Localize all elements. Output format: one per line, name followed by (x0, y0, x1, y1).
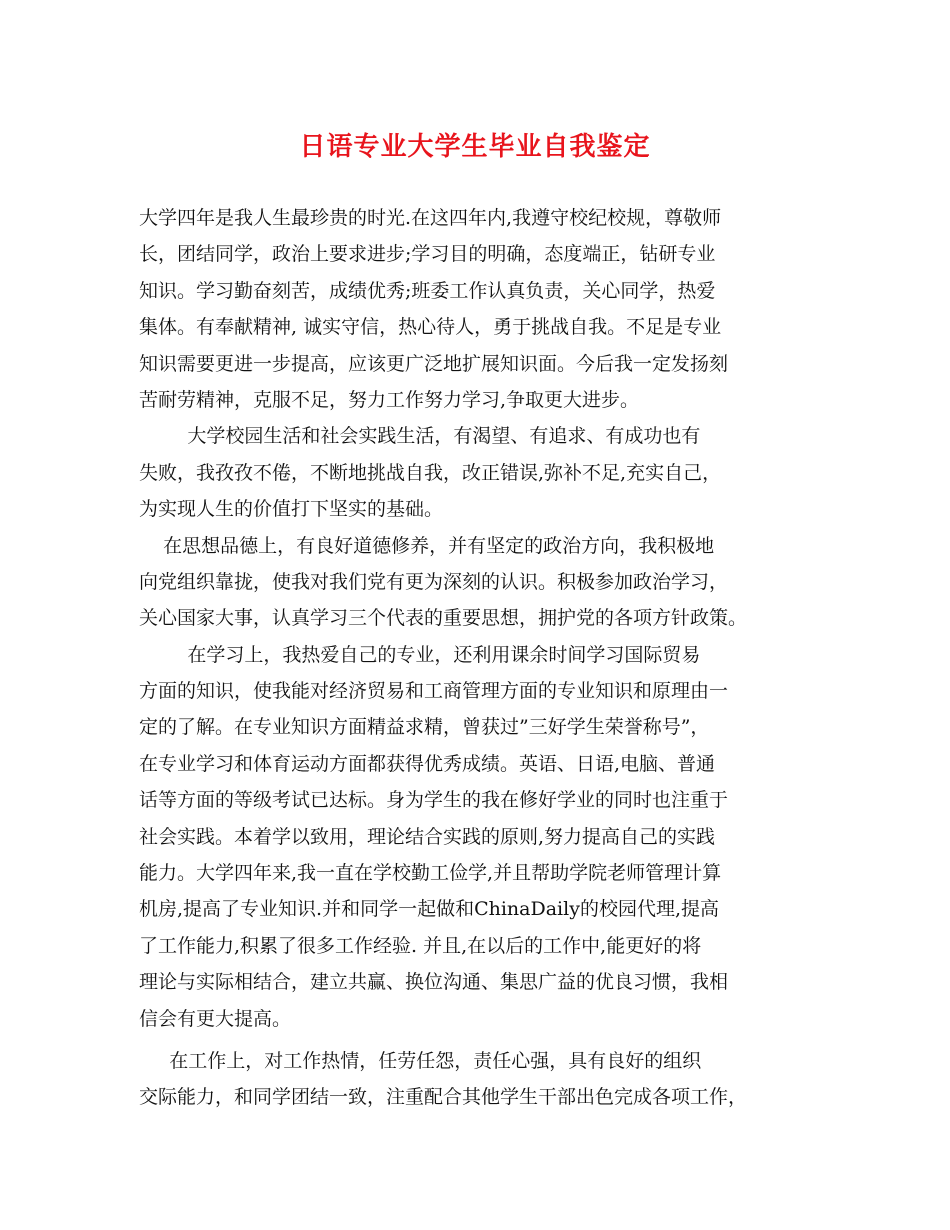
body-line: 方面的知识，使我能对经济贸易和工商管理方面的专业知识和原理由一 (139, 680, 729, 703)
body-line: 大学四年是我人生最珍贵的时光.在这四年内,我遵守校纪校规，尊敬师 (139, 207, 722, 229)
body-line: 话等方面的等级考试已达标。身为学生的我在修好学业的同时也注重于 (139, 789, 729, 812)
body-line: 理论与实际相结合，建立共赢、换位沟通、集思广益的优良习惯，我相 (139, 971, 729, 994)
body-line: 在学习上，我热爱自己的专业，还利用课余时间学习国际贸易 (139, 643, 701, 666)
body-line: 大学校园生活和社会实践生活，有渴望、有追求、有成功也有 (139, 425, 701, 448)
body-line: 在专业学习和体育运动方面都获得优秀成绩。英语、日语,电脑、普通 (139, 752, 716, 775)
body-line: 长，团结同学，政治上要求进步;学习目的明确，态度端正，钻研专业 (139, 243, 716, 266)
body-line: 苦耐劳精神，克服不足，努力工作努力学习,争取更大进步。 (139, 388, 640, 411)
body-line: 信会有更大提高。 (139, 1007, 292, 1030)
body-line: 交际能力，和同学团结一致，注重配合其他学生干部出色完成各项工作， (139, 1086, 748, 1109)
body-line: 知识需要更进一步提高，应该更广泛地扩展知识面。今后我一定发扬刻 (139, 352, 729, 375)
body-line: 了工作能力,积累了很多工作经验. 并且,在以后的工作中,能更好的将 (139, 934, 702, 957)
document-title: 日语专业大学生毕业自我鉴定 (299, 132, 651, 162)
body-line: 集体。有奉献精神, 诚实守信，热心待人，勇于挑战自我。不足是专业 (139, 316, 722, 339)
body-line: 向党组织靠拢，使我对我们党有更为深刻的认识。积极参加政治学习， (139, 570, 729, 593)
document-body (139, 200, 819, 1116)
body-line: 为实现人生的价值打下坚实的基础。 (139, 498, 444, 521)
body-line: 定的了解。在专业知识方面精益求精，曾获过”三好学生荣誉称号”， (139, 716, 710, 739)
body-line: 在工作上，对工作热情，任劳任怨，责任心强，具有良好的组织 (139, 1049, 702, 1072)
body-line: 知识。学习勤奋刻苦，成绩优秀;班委工作认真负责，关心同学，热爱 (139, 279, 716, 302)
body-line: 能力。大学四年来,我一直在学校勤工俭学,并且帮助学院老师管理计算 (139, 862, 722, 885)
body-line: 在思想品德上，有良好道德修养，并有坚定的政治方向，我积极地 (139, 534, 715, 557)
body-line: 社会实践。本着学以致用，理论结合实践的原则,努力提高自己的实践 (139, 825, 716, 848)
body-line: 失败，我孜孜不倦，不断地挑战自我，改正错误,弥补不足,充实自己， (139, 461, 722, 484)
body-line: 机房,提高了专业知识.并和同学一起做和ChinaDaily的校园代理,提高 (139, 898, 719, 921)
body-line: 关心国家大事，认真学习三个代表的重要思想，拥护党的各项方针政策。 (139, 607, 748, 630)
